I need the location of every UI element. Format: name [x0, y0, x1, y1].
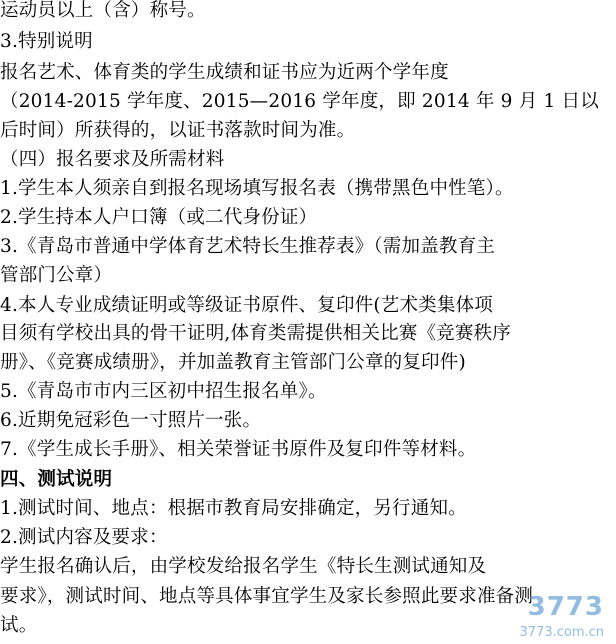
- text-line: 1.学生本人须亲自到报名现场填写报名表（携带黑色中性笔）。: [0, 178, 514, 199]
- section-heading: 四、测试说明: [0, 469, 113, 490]
- text-line: 5.《青岛市市内三区初中招生报名单》。: [0, 381, 327, 402]
- text-line: 6.近期免冠彩色一寸照片一张。: [0, 410, 262, 431]
- text-line: 2.学生持本人户口簿（或二代身份证）: [0, 207, 318, 228]
- section-heading: （四）报名要求及所需材料: [0, 149, 225, 170]
- text-line: 2.测试内容及要求：: [0, 527, 168, 548]
- text-line: 报名艺术、体育类的学生成绩和证书应为近两个学年度: [0, 62, 449, 83]
- text-line: 册》、《竞赛成绩册》，并加盖教育主管部门公章的复印件): [0, 352, 466, 373]
- text-line: 1.测试时间、地点：根据市教育局安排确定，另行通知。: [0, 498, 467, 519]
- watermark-url: 3773.com.cn: [519, 625, 604, 640]
- text-line: 7.《学生成长手册》、相关荣誉证书原件及复印件等材料。: [0, 439, 477, 460]
- text-line: 运动员以上（含）称号。: [0, 0, 206, 21]
- text-line: 目须有学校出具的骨干证明,体育类需提供相关比赛《竞赛秩序: [0, 323, 511, 344]
- text-line: 3.《青岛市普通中学体育艺术特长生推荐表》（需加盖教育主: [0, 236, 496, 257]
- text-line: 管部门公章）: [0, 265, 113, 286]
- site-watermark: [492, 588, 610, 642]
- text-line: （2014-2015 学年度、2015—2016 学年度，即 2014 年 9 月 1 日以: [0, 91, 599, 112]
- watermark-logo: 3773: [527, 592, 604, 622]
- text-line: 后时间）所获得的，以证书落款时间为准。: [0, 120, 356, 141]
- text-line: 3.特别说明: [0, 31, 93, 52]
- text-line: 4.本人专业成绩证明或等级证书原件、复印件(艺术类集体项: [0, 295, 493, 316]
- text-line: 试。: [0, 615, 38, 636]
- text-line: 学生报名确认后，由学校发给报名学生《特长生测试通知及: [0, 556, 487, 577]
- text-line: 要求》，测试时间、地点等具体事宜学生及家长参照此要求准备测: [0, 586, 534, 607]
